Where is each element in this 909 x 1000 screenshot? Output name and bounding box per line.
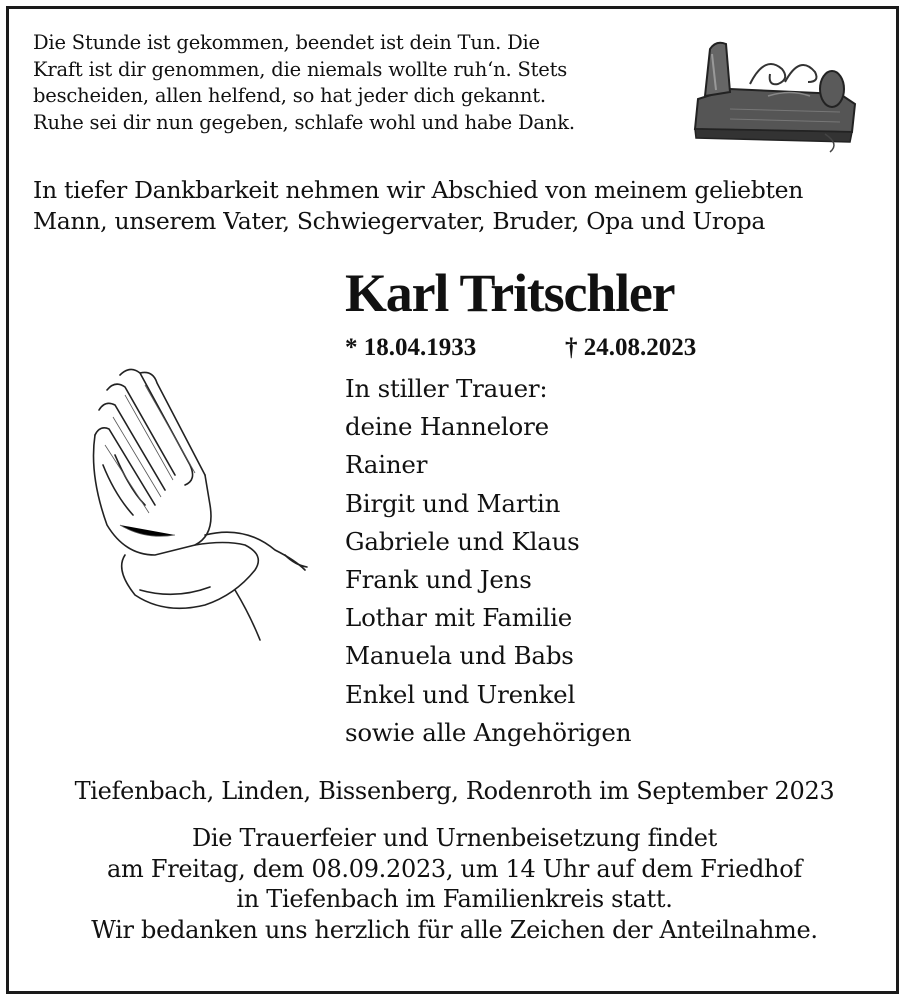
mourner-entry: deine Hannelore: [345, 412, 549, 442]
intro-text: In tiefer Dankbarkeit nehmen wir Abschied von meinem geliebten Mann, unserem Vater, Schwiegervater, Bruder, Opa und Uropa: [33, 176, 804, 235]
mourner-entry: Frank und Jens: [345, 565, 532, 595]
mourner-entry: Gabriele und Klaus: [345, 526, 580, 556]
mourner-entry: Rainer: [345, 450, 428, 480]
mourner-entry: sowie alle Angehörigen: [345, 717, 632, 747]
deceased-name: Karl Tritschler: [345, 263, 675, 323]
mourner-entry: Lothar mit Familie: [345, 603, 573, 633]
death-date: † 24.08.2023: [565, 334, 697, 361]
praying-hands-icon: [85, 355, 315, 655]
ceremony-info: Die Trauerfeier und Urnenbeisetzung findet am Freitag, dem 08.09.2023, um 14 Uhr auf dem Friedhof in Tiefenbach im Familienkreis statt. Wir bedanken uns herzlich für alle Zeichen der Anteilnahme.: [91, 824, 818, 944]
mourners-list: [345, 370, 631, 752]
poem-text: Die Stunde ist gekommen, beendet ist dein Tun. Die Kraft ist dir genommen, die niemals wollte ruh‘n. Stets bescheiden, allen helfend, so hat jeder dich gekannt. Ruhe sei dir nun gegeben, schlafe wohl und habe Dank.: [33, 31, 575, 134]
mourners-heading: In stiller Trauer:: [345, 374, 548, 403]
mourner-entry: Birgit und Martin: [345, 488, 561, 518]
place-and-date: Tiefenbach, Linden, Bissenberg, Rodenroth im September 2023: [74, 777, 835, 805]
mourner-entry: Enkel und Urenkel: [345, 679, 576, 709]
birth-date: * 18.04.1933: [345, 334, 477, 361]
wood-plane-icon: [690, 34, 860, 154]
mourner-entry: Manuela und Babs: [345, 641, 574, 671]
life-dates: [345, 333, 697, 363]
